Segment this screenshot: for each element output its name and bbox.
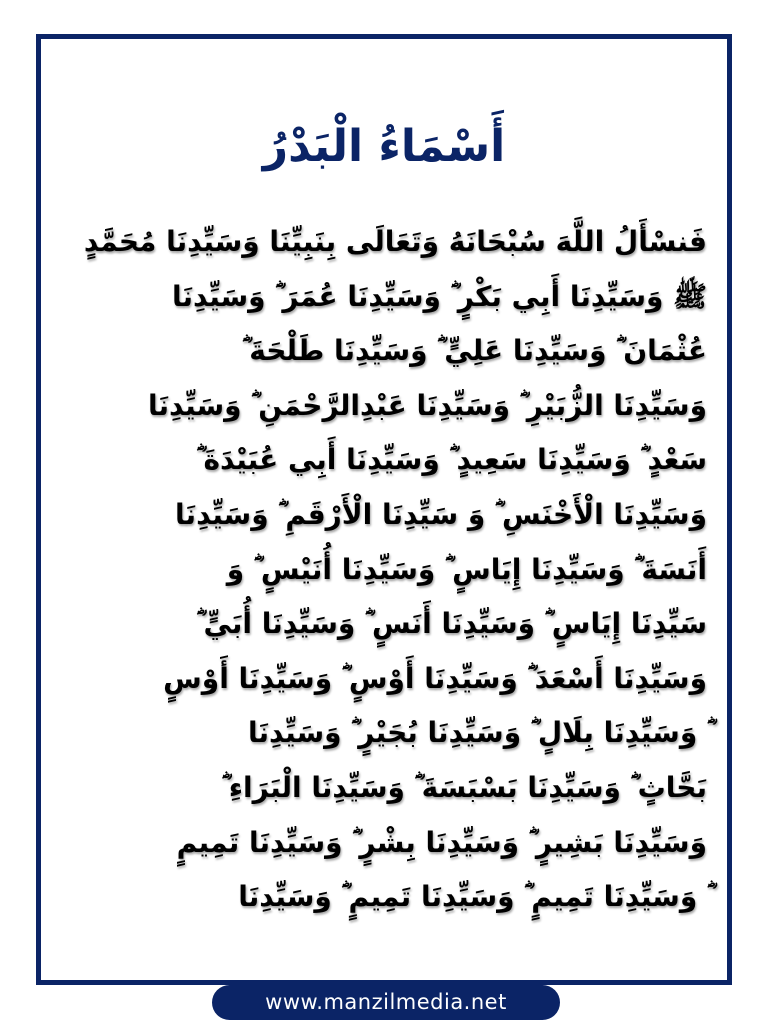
text-line: ؓ وَسَيِّدِنَا تَمِيمٍ ؓ وَسَيِّدِنَا تَمِيمٍ ؓ وَسَيِّدِنَا (238, 880, 707, 914)
text-line: أَنَسَةَ ؓ وَسَيِّدِنَا إِيَاسٍ ؓ وَسَيِّدِنَا أُنَيْسٍ ؓ وَ (226, 552, 707, 586)
text-line: سَيِّدِنَا إِيَاسٍ ؓ وَسَيِّدِنَا أَنَسٍ ؓ وَسَيِّدِنَا أُبَيٍّ ؓ (196, 607, 707, 641)
page-border-frame (36, 34, 732, 985)
text-line: ؓ وَسَيِّدِنَا بِلَالٍ ؓ وَسَيِّدِنَا بُجَيْرٍ ؓ وَسَيِّدِنَا (247, 716, 707, 750)
page-title: أَسْمَاءُ الْبَدْرُ (262, 121, 506, 172)
text-line: فَنسْأَلُ اللَّهَ سُبْحَانَهُ وَتَعَالَى بِنَبِيِّنَا وَسَيِّدِنَا مُحَمَّدٍ (83, 225, 707, 258)
text-line: سَعْدٍ ؓ وَسَيِّدِنَا سَعِيدٍ ؓ وَسَيِّدِنَا أَبِي عُبَيْدَةَ ؓ (196, 443, 707, 477)
text-line: وَسَيِّدِنَا أَسْعَدَ ؓ وَسَيِّدِنَا أَوْسٍ ؓ وَسَيِّدِنَا أَوْسٍ (163, 661, 707, 695)
text-line: ﷺ وَسَيِّدِنَا أَبِي بَكْرٍ ؓ وَسَيِّدِنَا عُمَرَ ؓ وَسَيِّدِنَا (172, 279, 707, 313)
website-url[interactable]: www.manzilmedia.net (265, 990, 507, 1014)
text-line: عُثْمَانَ ؓ وَسَيِّدِنَا عَلِيٍّ ؓ وَسَيِّدِنَا طَلْحَةَ ؓ (242, 334, 707, 368)
text-line: بَحَّاثٍ ؓ وَسَيِّدِنَا بَسْبَسَةَ ؓ وَسَيِّدِنَا الْبَرَاءِ ؓ (221, 770, 707, 804)
text-line: وَسَيِّدِنَا الْأَخْنَسِ ؓ وَ سَيِّدِنَا الْأَرْقَمِ ؓ وَسَيِّدِنَا (175, 497, 707, 531)
website-link-badge[interactable] (212, 985, 560, 1020)
text-line: وَسَيِّدِنَا الزُّبَيْرِ ؓ وَسَيِّدِنَا عَبْدِالرَّحْمَنِ ؓ وَسَيِّدِنَا (147, 388, 707, 422)
names-text-block (61, 215, 707, 925)
text-line: وَسَيِّدِنَا بَشِيرٍ ؓ وَسَيِّدِنَا بِشْرٍ ؓ وَسَيِّدِنَا تَمِيمٍ (176, 825, 707, 859)
